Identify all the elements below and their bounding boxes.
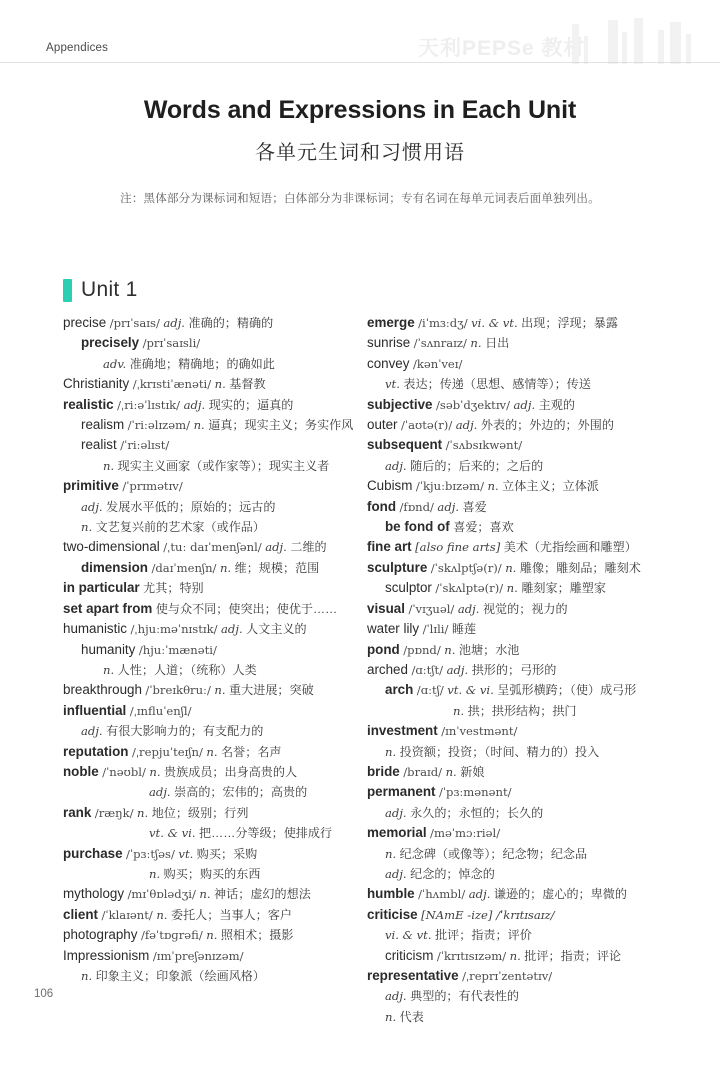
entry-definition: 出现；浮现；暴露 [521,316,618,330]
entry-part-of-speech: n. [470,336,482,351]
entry-definition: 谦逊的；虚心的；卑微的 [493,887,627,902]
entry-definition: 准确的；精确的 [188,316,274,330]
entry-headword: fine art [367,539,412,555]
entry-definition: 人性；人道；（统称）人类 [117,662,257,677]
entry-part-of-speech: n. [487,479,499,494]
entry-headword: be fond of [385,519,450,535]
glossary-entry [367,680,667,700]
glossary-entry [63,844,363,864]
entry-definition: 视觉的；视力的 [482,601,568,616]
entry-headword: permanent [367,784,436,800]
glossary-entry [63,415,363,435]
entry-definition: 呈弧形横跨；（使）成弓形 [497,683,637,698]
entry-definition: 文艺复兴前的艺术家（或作品） [95,520,265,535]
entry-headword: realism [81,417,125,433]
entry-part-of-speech: adj. [81,724,103,739]
unit-accent-bar-icon [63,279,72,302]
entry-pronunciation: /braɪd/ [403,764,443,779]
entry-part-of-speech: adj. [437,499,460,514]
entry-pronunciation: /məˈmɔːriəl/ [430,826,501,841]
entry-pronunciation: /ˈsʌbsɪkwənt/ [445,438,523,453]
glossary-entry [63,578,363,598]
entry-pronunciation: /hjuːˈmænəti/ [138,642,217,657]
entry-part-of-speech: vt. [385,377,400,392]
entry-headword: bride [367,763,400,779]
entry-definition: 现实的；逼真的 [208,397,294,412]
entry-part-of-speech: n. [81,520,93,535]
entry-definition: 池塘；水池 [458,642,520,657]
glossary-entry [63,905,363,925]
glossary-entry [63,435,363,455]
entry-definition: 有很大影响力的；有支配力的 [106,724,264,739]
glossary-entry [367,435,667,455]
page-title-english: Words and Expressions in Each Unit [143,96,577,124]
entry-definition: 雕刻家；雕塑家 [521,581,606,596]
entry-headword: outer [367,417,398,433]
entry-definition: 典型的；有代表性的 [410,989,519,1004]
entry-pronunciation: /ˈkjuːbɪzəm/ [415,479,484,494]
entry-pronunciation: /prɪˈsaɪsli/ [142,336,201,351]
entry-headword: memorial [367,825,427,841]
glossary-entry [63,966,363,986]
entry-definition: 印象主义；印象派（绘画风格） [95,969,265,983]
glossary-entry [367,599,667,619]
watermark-text: 天利PEPSe 教材 [418,37,586,60]
glossary-entry [367,986,667,1006]
entry-headword: fond [367,498,396,514]
entry-part-of-speech: n. [509,948,521,963]
entry-part-of-speech: n. [214,377,226,392]
entry-headword: breakthrough [63,682,142,698]
entry-pronunciation: /ɑːtʃt/ [411,662,444,677]
entry-definition: 把……分等级；使排成行 [199,826,333,841]
glossary-entry [63,660,363,680]
glossary-entry [63,782,363,802]
entry-headword: sunrise [367,335,411,351]
glossary-entry [63,680,363,700]
entry-headword: pond [367,641,400,657]
entry-pronunciation: /prɪˈsaɪs/ [109,316,160,330]
entry-part-of-speech: n. [103,662,115,677]
entry-headword: humanistic [63,621,128,637]
glossary-entry [63,701,363,721]
entry-part-of-speech: n. [385,744,397,759]
entry-headword: subjective [367,396,433,412]
entry-headword: Christianity [63,376,130,392]
glossary-entry [63,823,363,843]
entry-definition: 美术（尤指绘画和雕塑） [503,540,637,555]
entry-definition: 崇高的；宏伟的；高贵的 [174,785,308,800]
glossary-entry [63,599,363,619]
entry-definition: 主观的 [538,397,575,412]
entry-pronunciation: /fəˈtɒɡrəfi/ [140,928,203,943]
entry-definition: 永久的；永恒的；长久的 [410,805,544,820]
entry-headword: reputation [63,743,129,759]
entry-headword: set apart from [63,600,153,616]
entry-headword: influential [63,702,127,718]
entry-pronunciation: /ˈhʌmbl/ [418,887,466,902]
entry-pronunciation: /ˌriːəˈlɪstɪk/ [117,397,181,412]
entry-definition: 批评；指责；评价 [435,928,532,943]
entry-part-of-speech: n. [506,581,518,596]
entry-part-of-speech: adj. [385,866,407,881]
entry-part-of-speech: n. [156,907,168,922]
glossary-entry [63,884,363,904]
entry-headword: in particular [63,580,140,596]
entry-pronunciation: /mɪˈθɒlədʒi/ [127,887,196,902]
entry-part-of-speech: adj. [149,785,171,800]
entry-part-of-speech: adj. [457,601,480,616]
entry-definition: 购买；采购 [196,846,258,861]
entry-part-of-speech: adj. [163,316,185,330]
entry-part-of-speech: vt. & vi. [149,826,196,841]
entry-definition: 纪念碑（或像等）；纪念物；纪念品 [399,846,588,861]
glossary-entry [367,354,667,374]
entry-definition: 纪念的；悼念的 [410,866,495,881]
watermark-bar [622,32,627,64]
glossary-entry [367,721,667,741]
usage-note: 注：黑体部分为课标词和短语；白体部分为非课标词；专有名词在每单元词表后面单独列出。 [120,193,600,205]
entry-part-of-speech: n. [219,560,232,575]
glossary-entry [63,313,363,333]
entry-definition: 神话；虚幻的想法 [214,887,311,902]
glossary-entry [367,925,667,945]
entry-pronunciation: /ɑːtʃ/ [416,683,444,698]
entry-part-of-speech: vi. & vt. [471,316,518,330]
entry-pronunciation: /ræŋk/ [94,805,134,820]
entry-definition: 新娘 [460,764,485,779]
entry-definition: 贵族成员；出身高贵的人 [164,764,298,779]
entry-definition: 投资额；投资；（时间、精力的）投入 [399,744,600,759]
glossary-entry [63,374,363,394]
glossary-entry [367,966,667,986]
entry-part-of-speech: adj. [385,458,407,473]
entry-pronunciation: /ˌɪnfluˈenʃl/ [129,703,192,718]
entry-pronunciation: /ˈprɪmətɪv/ [122,479,183,494]
glossary-entry [63,517,363,537]
entry-definition: 名誉；名声 [221,744,282,759]
glossary-entry [63,721,363,741]
entry-headword: criticise [367,906,418,922]
glossary-entry [63,925,363,945]
entry-headword: Cubism [367,478,413,494]
glossary-entry [367,701,667,721]
entry-definition: 睡莲 [451,622,477,637]
watermark-bar [634,18,643,64]
entry-pronunciation: /ˈklaɪənt/ [101,907,153,922]
entry-definition: 人文主义的 [246,622,307,637]
entry-headword: primitive [63,478,119,494]
glossary-entry [63,946,363,966]
entry-definition: 使与众不同；使突出；使优于…… [155,601,338,616]
unit-heading-label: Unit 1 [81,278,138,301]
entry-definition: 喜爱 [462,499,487,514]
entry-headword: purchase [63,845,123,861]
glossary-entry [367,537,667,557]
running-header-label: Appendices [46,42,109,54]
entry-definition: 日出 [485,336,510,351]
entry-pronunciation: /ˈpɜːmənənt/ [438,785,512,800]
page-number: 106 [34,988,54,1000]
glossary-entry [367,517,667,537]
glossary-entry [63,497,363,517]
entry-part-of-speech: adj. [513,397,536,412]
entry-variant-note: [also fine arts] [415,540,501,555]
entry-part-of-speech: n. [206,928,218,943]
entry-pronunciation: /ˈriːəlɪst/ [120,438,170,453]
entry-headword: noble [63,763,99,779]
entry-part-of-speech: n. [385,846,397,861]
entry-headword: photography [63,927,138,943]
glossary-entry [367,497,667,517]
entry-headword: precisely [81,335,140,351]
entry-definition: 拱形的；弓形的 [471,662,557,677]
entry-definition: 表达；传递（思想、感情等）；传送 [403,377,591,392]
glossary-entry [63,803,363,823]
glossary-entry [367,333,667,353]
glossary-entry [367,864,667,884]
entry-definition: 喜爱；喜欢 [453,520,514,535]
entry-definition: 立体主义；立体派 [502,479,599,494]
entry-definition: 外表的；外边的；外围的 [480,418,614,433]
glossary-entry [367,313,667,333]
glossary-entry [367,803,667,823]
entry-definition: 照相术；摄影 [220,928,294,943]
glossary-entry [63,619,363,639]
entry-part-of-speech: n. [137,805,149,820]
entry-part-of-speech: n. [199,887,211,902]
entry-pronunciation: /ɪmˈpreʃənɪzəm/ [152,948,244,963]
watermark-bar [670,22,681,64]
entry-headword: humble [367,886,415,902]
entry-headword: precise [63,315,107,330]
entry-definition: 重大进展；突破 [229,683,314,698]
entry-part-of-speech: adj. [385,805,407,820]
entry-pronunciation: /ˈsʌnraɪz/ [413,336,467,351]
glossary-entry [367,1007,667,1027]
entry-headword: realist [81,437,117,453]
entry-definition: 准确地；精确地；的确如此 [129,356,275,371]
entry-definition: 购买；购买的东西 [163,866,261,881]
entry-part-of-speech: n. [149,764,161,779]
entry-pronunciation: /ˈlɪli/ [422,622,449,637]
glossary-column-right [367,313,667,1027]
entry-headword: two-dimensional [63,539,160,555]
entry-part-of-speech: adj. [468,887,491,902]
glossary-entry [367,762,667,782]
entry-pronunciation: /ˌhjuːməˈnɪstɪk/ [130,622,218,637]
entry-headword: sculpture [367,559,428,575]
entry-definition: 维；规模；范围 [234,560,320,575]
entry-headword: emerge [367,315,415,330]
watermark-bar [686,34,691,64]
entry-pronunciation: /ˈbreɪkθruː/ [145,683,211,698]
header-divider [0,62,720,63]
entry-pronunciation: /ˈriːəlɪzəm/ [127,418,191,433]
entry-pronunciation: /iˈmɜːdʒ/ [418,316,468,330]
entry-headword: sculptor [385,580,432,596]
entry-part-of-speech: vt. [178,846,194,861]
entry-definition: 基督教 [229,377,266,392]
entry-pronunciation: /ˌtuː daɪˈmenʃənl/ [163,540,262,555]
glossary-entry [63,456,363,476]
entry-part-of-speech: n. [505,560,517,575]
entry-headword: visual [367,600,405,616]
entry-pronunciation: /ˈkrɪtɪsɪzəm/ [436,948,507,963]
entry-part-of-speech: n. [193,418,205,433]
entry-part-of-speech: adj. [385,989,407,1004]
entry-headword: Impressionism [63,947,150,963]
glossary-column-left [63,313,363,1027]
entry-definition: 雕像；雕刻品；雕刻术 [519,560,641,575]
entry-part-of-speech: vi. & vt. [385,928,432,943]
watermark-bar [608,20,618,64]
entry-pronunciation: /ˈskʌlptə(r)/ [435,581,504,596]
watermark-bar [658,30,664,64]
entry-definition: 地位；级别；行列 [151,805,249,820]
entry-pronunciation: /ˈnəʊbl/ [102,764,146,779]
glossary-entry [63,558,363,578]
glossary-entry [367,782,667,802]
entry-headword: dimension [81,559,148,575]
glossary-entry [367,395,667,415]
glossary-entry [367,884,667,904]
glossary-entry [63,742,363,762]
entry-part-of-speech: n. [206,744,218,759]
entry-part-of-speech: adv. [103,356,127,371]
entry-headword: client [63,906,98,922]
entry-headword: arch [385,682,414,698]
entry-pronunciation: /ˈpɜːtʃəs/ [126,846,175,861]
entry-pronunciation: /pɒnd/ [403,642,441,657]
glossary-entry [367,742,667,762]
glossary-entry [63,476,363,496]
entry-headword: mythology [63,886,125,902]
glossary-entry [367,640,667,660]
entry-pronunciation: /səbˈdʒektɪv/ [436,397,511,412]
entry-headword: convey [367,355,410,371]
glossary-entry [63,395,363,415]
entry-pronunciation: /ˈaʊtə(r)/ [401,418,453,433]
entry-headword: arched [367,661,408,677]
entry-part-of-speech: n. [103,458,115,473]
entry-part-of-speech: n. [445,764,457,779]
entry-pronunciation: /ˌreprɪˈzentətɪv/ [462,969,553,983]
entry-definition: 发展水平低的；原始的；远古的 [106,499,276,514]
entry-variant-note: [NAmE -ize] /ˈkrɪtɪsaɪz/ [421,907,555,922]
entry-pronunciation: /daɪˈmenʃn/ [151,560,217,575]
glossary-entry [63,762,363,782]
entry-part-of-speech: vt. & vi. [447,683,494,698]
glossary-columns [0,313,720,1027]
glossary-entry [63,640,363,660]
glossary-entry [367,946,667,966]
entry-part-of-speech: adj. [183,397,206,412]
entry-pronunciation: /ˌkrɪstiˈænəti/ [132,377,212,392]
entry-pronunciation: /fɒnd/ [399,499,434,514]
entry-definition: 代表 [399,1009,424,1024]
entry-definition: 现实主义画家（或作家等）；现实主义者 [117,458,330,473]
entry-headword: water lily [367,621,420,637]
entry-definition: 委托人；当事人；客户 [170,907,292,922]
entry-definition: 逼真；现实主义；务实作风 [208,418,354,433]
entry-part-of-speech: n. [444,642,456,657]
entry-definition: 二维的 [290,540,327,555]
glossary-entry [367,476,667,496]
watermark-bar [572,24,579,64]
glossary-entry [367,456,667,476]
entry-headword: subsequent [367,437,443,453]
entry-part-of-speech: n. [214,683,226,698]
entry-part-of-speech: adj. [455,418,478,433]
entry-pronunciation: /ˈskʌlptʃə(r)/ [430,560,502,575]
entry-headword: humanity [81,641,136,657]
entry-part-of-speech: adj. [81,499,103,514]
entry-pronunciation: /ˌrepjuˈteɪʃn/ [131,744,203,759]
entry-headword: realistic [63,396,114,412]
entry-pronunciation: /kənˈveɪ/ [412,356,463,371]
glossary-entry [63,864,363,884]
entry-headword: rank [63,804,92,820]
entry-part-of-speech: adj. [446,662,469,677]
glossary-entry [367,844,667,864]
entry-pronunciation: /ɪnˈvestmənt/ [441,724,518,739]
glossary-entry [367,823,667,843]
glossary-entry [367,905,667,925]
entry-part-of-speech: adj. [221,622,243,637]
entry-definition: 随后的；后来的；之后的 [410,458,544,473]
entry-part-of-speech: adj. [265,540,287,555]
entry-definition: 批评；指责；评论 [524,948,622,963]
entry-part-of-speech: n. [81,969,93,983]
entry-headword: criticism [385,947,434,963]
entry-part-of-speech: n. [453,703,465,718]
watermark-bar [584,36,588,64]
glossary-entry [367,374,667,394]
entry-headword: representative [367,968,459,983]
entry-definition: 尤其；特别 [143,581,204,596]
entry-definition: 拱；拱形结构；拱门 [467,703,577,718]
glossary-entry [63,333,363,353]
entry-part-of-speech: n. [385,1009,397,1024]
unit-heading [63,278,138,302]
glossary-entry [367,660,667,680]
entry-part-of-speech: n. [149,866,161,881]
glossary-entry [63,354,363,374]
entry-pronunciation: /ˈvɪʒuəl/ [408,601,455,616]
glossary-entry [367,558,667,578]
glossary-entry [367,415,667,435]
page-title-chinese: 各单元生词和习惯用语 [255,142,465,164]
entry-headword: investment [367,723,438,739]
glossary-entry [367,619,667,639]
glossary-entry [367,578,667,598]
glossary-entry [63,537,363,557]
page-running-header [0,0,720,72]
